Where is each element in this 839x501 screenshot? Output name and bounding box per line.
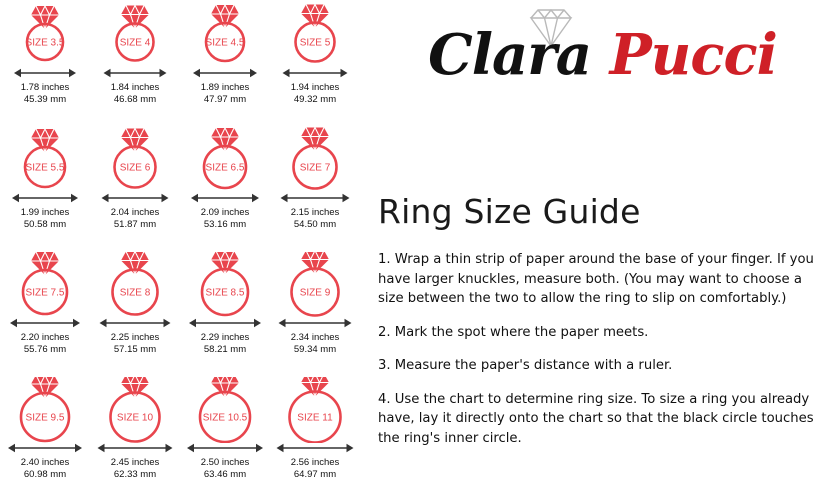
ring-measurement-mm: 59.34 mm — [293, 343, 337, 355]
ring-size-cell — [90, 250, 180, 375]
ring-size-cell — [270, 0, 360, 125]
ring-measurement-inches: 2.09 inches — [200, 207, 250, 218]
ring-measurement-inches: 2.29 inches — [200, 332, 250, 343]
ring-illustration — [6, 252, 84, 318]
diameter-arrow-icon — [186, 441, 264, 455]
ring-measurement-inches: 2.20 inches — [20, 332, 70, 343]
instruction-step: 4. Use the chart to determine ring size. To size a ring you already have, lay it directly onto the chart so that the black circle touches the ring's inner circle. — [378, 391, 814, 446]
ring-illustration — [186, 377, 264, 443]
diameter-arrow-icon — [186, 191, 264, 205]
instruction-step: 3. Measure the paper's distance with a ruler. — [378, 358, 673, 373]
ring-illustration — [96, 127, 174, 193]
brand-name-first: Clara — [428, 22, 592, 88]
ring-measurement-mm: 50.58 mm — [23, 218, 67, 230]
ring-measurement-mm: 54.50 mm — [293, 218, 337, 230]
diameter-arrow-icon — [276, 66, 354, 80]
svg-text:SIZE 7.5: SIZE 7.5 — [25, 287, 65, 299]
ring-measurement — [0, 457, 90, 480]
diameter-arrow-icon — [96, 441, 174, 455]
ring-size-cell — [0, 0, 90, 125]
ring-measurement-inches: 2.56 inches — [290, 457, 340, 468]
ring-size-cell — [90, 375, 180, 500]
ring-measurement — [180, 332, 270, 355]
ring-size-cell — [0, 375, 90, 500]
ring-size-cell — [270, 250, 360, 375]
ring-size-cell — [180, 375, 270, 500]
ring-measurement-inches: 2.15 inches — [290, 207, 340, 218]
brand-name — [370, 22, 835, 88]
guide-pane — [362, 0, 839, 501]
ring-measurement-mm: 55.76 mm — [23, 343, 67, 355]
ring-illustration — [276, 127, 354, 193]
ring-measurement — [270, 82, 360, 105]
svg-text:SIZE 6.5: SIZE 6.5 — [205, 162, 245, 174]
ring-measurement — [0, 332, 90, 355]
ring-size-cell — [270, 375, 360, 500]
ring-measurement-mm: 47.97 mm — [203, 93, 247, 105]
ring-measurement — [270, 457, 360, 480]
ring-measurement-inches: 1.89 inches — [200, 82, 250, 93]
ring-measurement — [180, 457, 270, 480]
svg-text:SIZE 11: SIZE 11 — [297, 412, 333, 424]
instruction-step: 2. Mark the spot where the paper meets. — [378, 324, 649, 340]
svg-text:SIZE 7: SIZE 7 — [299, 162, 331, 174]
ring-measurement-mm: 51.87 mm — [113, 218, 157, 230]
ring-measurement-inches: 2.50 inches — [200, 457, 250, 468]
ring-illustration — [186, 2, 264, 68]
ring-illustration — [96, 252, 174, 318]
ring-measurement-mm: 64.97 mm — [293, 468, 337, 480]
svg-text:SIZE 4.5: SIZE 4.5 — [205, 37, 245, 49]
ring-size-cell — [90, 125, 180, 250]
diameter-arrow-icon — [6, 441, 84, 455]
ring-measurement-inches: 1.94 inches — [290, 82, 340, 93]
ring-measurement-inches: 1.78 inches — [20, 82, 70, 93]
diameter-arrow-icon — [96, 191, 174, 205]
ring-size-cell — [0, 125, 90, 250]
ring-illustration — [6, 127, 84, 193]
diameter-arrow-icon — [276, 191, 354, 205]
diameter-arrow-icon — [96, 316, 174, 330]
ring-size-cell — [180, 0, 270, 125]
ring-illustration — [6, 2, 84, 68]
svg-text:SIZE 9.5: SIZE 9.5 — [25, 412, 65, 424]
ring-illustration — [96, 2, 174, 68]
diameter-arrow-icon — [96, 66, 174, 80]
svg-text:SIZE 8.5: SIZE 8.5 — [205, 287, 245, 299]
diameter-arrow-icon — [186, 66, 264, 80]
ring-illustration — [276, 252, 354, 318]
ring-size-chart — [0, 0, 360, 501]
ring-measurement-mm: 45.39 mm — [23, 93, 67, 105]
svg-text:SIZE 10.5: SIZE 10.5 — [202, 412, 248, 424]
ring-illustration — [96, 377, 174, 443]
ring-measurement — [270, 207, 360, 230]
ring-illustration — [276, 2, 354, 68]
page-title: Ring Size Guide — [378, 192, 641, 231]
ring-measurement-mm: 49.32 mm — [293, 93, 337, 105]
ring-size-cell — [90, 0, 180, 125]
ring-size-cell — [180, 250, 270, 375]
ring-measurement — [180, 207, 270, 230]
ring-measurement — [90, 332, 180, 355]
ring-measurement — [180, 82, 270, 105]
ring-measurement-mm: 53.16 mm — [203, 218, 247, 230]
ring-measurement — [0, 82, 90, 105]
ring-measurement-mm: 60.98 mm — [23, 468, 67, 480]
diameter-arrow-icon — [186, 316, 264, 330]
ring-measurement-inches: 1.99 inches — [20, 207, 70, 218]
ring-measurement-inches: 2.45 inches — [110, 457, 160, 468]
diameter-arrow-icon — [276, 316, 354, 330]
ring-illustration — [186, 127, 264, 193]
svg-text:SIZE 5: SIZE 5 — [299, 37, 331, 49]
svg-text:SIZE 9: SIZE 9 — [299, 287, 331, 299]
ring-illustration — [276, 377, 354, 443]
diameter-arrow-icon — [6, 316, 84, 330]
ring-measurement-mm: 63.46 mm — [203, 468, 247, 480]
diameter-arrow-icon — [6, 66, 84, 80]
ring-measurement-inches: 2.40 inches — [20, 457, 70, 468]
instruction-list — [378, 250, 826, 462]
svg-text:SIZE 6: SIZE 6 — [119, 162, 151, 174]
ring-measurement-mm: 46.68 mm — [113, 93, 157, 105]
ring-measurement — [90, 82, 180, 105]
brand-name-second: Pucci — [609, 22, 777, 88]
svg-text:SIZE 8: SIZE 8 — [119, 287, 151, 299]
svg-text:SIZE 5.5: SIZE 5.5 — [25, 162, 65, 174]
diameter-arrow-icon — [276, 441, 354, 455]
svg-text:SIZE 3.5: SIZE 3.5 — [25, 37, 65, 49]
ring-measurement-inches: 2.25 inches — [110, 332, 160, 343]
brand-logo — [370, 4, 835, 104]
ring-illustration — [186, 252, 264, 318]
diameter-arrow-icon — [6, 191, 84, 205]
svg-text:SIZE 10: SIZE 10 — [116, 412, 154, 424]
ring-measurement — [90, 207, 180, 230]
ring-measurement — [0, 207, 90, 230]
ring-measurement-inches: 2.34 inches — [290, 332, 340, 343]
ring-measurement-mm: 57.15 mm — [113, 343, 157, 355]
ring-measurement-mm: 58.21 mm — [203, 343, 247, 355]
ring-measurement-mm: 62.33 mm — [113, 468, 157, 480]
ring-measurement-inches: 1.84 inches — [110, 82, 160, 93]
ring-illustration — [6, 377, 84, 443]
ring-measurement — [270, 332, 360, 355]
ring-size-cell — [270, 125, 360, 250]
svg-text:SIZE 4: SIZE 4 — [119, 37, 151, 49]
ring-size-cell — [0, 250, 90, 375]
ring-size-cell — [180, 125, 270, 250]
ring-measurement-inches: 2.04 inches — [110, 207, 160, 218]
ring-measurement — [90, 457, 180, 480]
instruction-step: 1. Wrap a thin strip of paper around the base of your finger. If you have larger knuckles, measure both. (You may want to choose a size between the two to allow the ring to slip on comfortably.) — [378, 252, 814, 306]
